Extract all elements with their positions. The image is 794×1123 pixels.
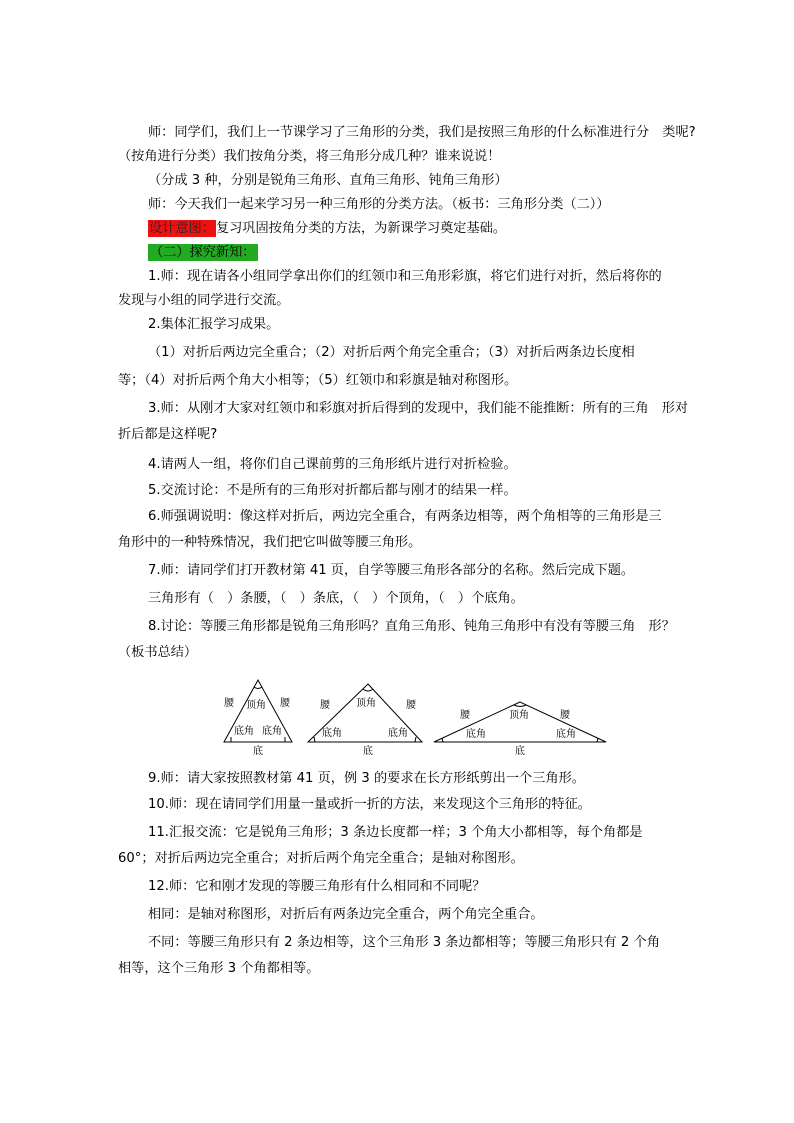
text-line: 9.师：请大家按照教材第 41 页，例 3 的要求在长方形纸剪出一个三角形。 <box>148 771 585 786</box>
text-line: 60°；对折后两边完全重合；对折后两个角完全重合；是轴对称图形。 <box>118 851 524 866</box>
text-line: 6.师强调说明：像这样对折后，两边完全重合，有两条边相等，两个角相等的三角形是三 <box>148 509 662 524</box>
base-angle-label: 底角 <box>556 729 576 740</box>
section-heading <box>148 244 258 262</box>
base-angle-label: 底角 <box>322 728 342 739</box>
design-intent-line <box>148 220 506 238</box>
text-line: 师：同学们，我们上一节课学习了三角形的分类，我们是按照三角形的什么标准进行分 类呢? <box>148 125 696 140</box>
text-line: （板书总结） <box>118 645 198 660</box>
text-line: 不同：等腰三角形只有 2 条边相等，这个三角形 3 条边都相等；等腰三角形只有 2 个角 <box>148 935 660 950</box>
text-line: 1.师：现在请各小组同学拿出你们的红领巾和三角形彩旗，将它们进行对折，然后将你的 <box>148 269 662 284</box>
text-line: 角形中的一种特殊情况，我们把它叫做等腰三角形。 <box>118 535 422 550</box>
text-line: 10.师：现在请同学们用量一量或折一折的方法，来发现这个三角形的特征。 <box>148 797 591 812</box>
waist-label: 腰 <box>460 710 470 721</box>
base-label: 底 <box>253 746 263 756</box>
text-line: 12.师：它和刚才发现的等腰三角形有什么相同和不同呢？ <box>148 879 486 894</box>
text-line: 5.交流讨论：不是所有的三角形对折都后都与刚才的结果一样。 <box>148 483 517 498</box>
section-tag: （二）探究新知： <box>150 245 256 260</box>
waist-label: 腰 <box>224 698 234 709</box>
base-angle-label: 底角 <box>234 726 254 737</box>
isosceles-triangles-diagram <box>222 676 608 756</box>
text-line: （按角进行分类）我们按角分类，将三角形分成几种？谁来说说！ <box>118 149 501 164</box>
text-line: 2.集体汇报学习成果。 <box>148 317 280 332</box>
base-angle-label: 底角 <box>388 728 408 739</box>
text-line: 3.师：从刚才大家对红领巾和彩旗对折后得到的发现中，我们能不能推断：所有的三角 形对 <box>148 401 689 416</box>
text-line: 等；（4）对折后两个角大小相等；（5）红领巾和彩旗是轴对称图形。 <box>118 373 518 388</box>
base-label: 底 <box>363 746 373 756</box>
text-line: 师：今天我们一起来学习另一种三角形的分类方法。（板书：三角形分类（二）） <box>148 197 610 212</box>
text-line: 发现与小组的同学进行交流。 <box>118 293 290 308</box>
text-line: 相等，这个三角形 3 个角都相等。 <box>118 961 320 976</box>
base-angle-label: 底角 <box>262 726 282 737</box>
apex-label: 顶角 <box>246 700 266 711</box>
design-intent-tag: 设计意图： <box>149 221 215 236</box>
text-line: 三角形有（ ）条腰，（ ）条底，（ ）个顶角，（ ）个底角。 <box>148 591 524 606</box>
apex-label: 顶角 <box>356 698 376 709</box>
waist-label: 腰 <box>560 710 570 721</box>
text-line: 复习巩固按角分类的方法，为新课学习奠定基础。 <box>215 221 507 236</box>
text-line: （1）对折后两边完全重合；（2）对折后两个角完全重合；（3）对折后两条边长度相 <box>148 345 635 360</box>
triangle-obtuse <box>434 702 606 742</box>
waist-label: 腰 <box>320 700 330 711</box>
waist-label: 腰 <box>280 698 290 709</box>
text-line: 11.汇报交流：它是锐角三角形；3 条边长度都一样；3 个角大小都相等，每个角都是 <box>148 825 643 840</box>
text-line: 7.师：请同学们打开教材第 41 页，自学等腰三角形各部分的名称。然后完成下题。 <box>148 563 635 578</box>
text-line: （分成 3 种，分别是锐角三角形、直角三角形、钝角三角形） <box>148 173 508 188</box>
waist-label: 腰 <box>406 700 416 711</box>
text-line: 相同：是轴对称图形，对折后有两条边完全重合，两个角完全重合。 <box>148 907 544 922</box>
text-line: 折后都是这样呢? <box>118 427 218 442</box>
text-line: 8.讨论：等腰三角形都是锐角三角形吗？直角三角形、钝角三角形中有没有等腰三角 形？ <box>148 619 675 634</box>
base-angle-label: 底角 <box>466 729 486 740</box>
base-label: 底 <box>515 746 525 756</box>
apex-label: 顶角 <box>509 710 529 721</box>
text-line: 4.请两人一组，将你们自己课前剪的三角形纸片进行对折检验。 <box>148 457 517 472</box>
